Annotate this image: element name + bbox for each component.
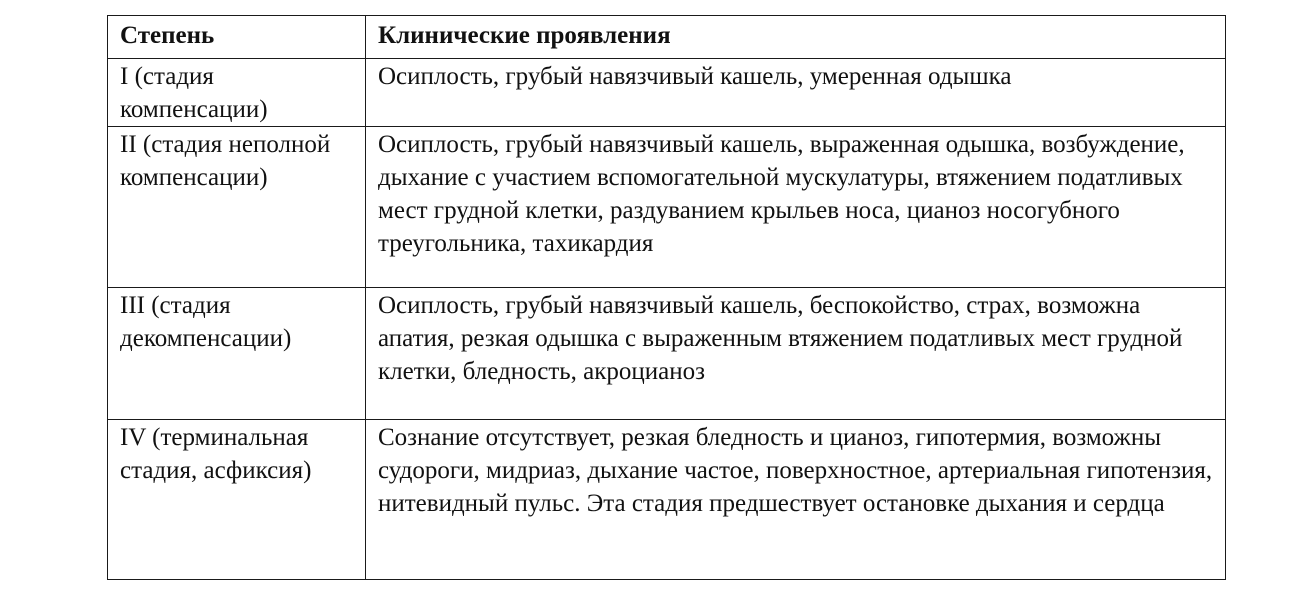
manifestations-cell: Осиплость, грубый навязчивый кашель, выраженная одышка, возбуждение, дыхание с участием вспомогательной мускулатуры, втяжением податливых мест грудной клетки, раздуванием крыльев носа, цианоз носогубного треугольника, тахикардия bbox=[366, 127, 1226, 288]
table-row bbox=[108, 59, 1226, 127]
degree-cell: IV (терминальная стадия, асфиксия) bbox=[108, 420, 366, 580]
degree-cell: II (стадия неполной компенсации) bbox=[108, 127, 366, 288]
header-degree: Степень bbox=[108, 16, 366, 59]
table-row bbox=[108, 420, 1226, 580]
degree-cell: III (стадия декомпенсации) bbox=[108, 288, 366, 420]
manifestations-cell: Осиплость, грубый навязчивый кашель, умеренная одышка bbox=[366, 59, 1226, 127]
manifestations-cell: Осиплость, грубый навязчивый кашель, беспокойство, страх, возможна апатия, резкая одышка с выраженным втяжением податливых мест грудной клетки, бледность, акроцианоз bbox=[366, 288, 1226, 420]
manifestations-cell: Сознание отсутствует, резкая бледность и цианоз, гипотермия, возможны судороги, мидриаз, дыхание частое, поверхностное, артериальная гипотензия, нитевидный пульс. Эта стадия предшествует остановке дыхания и сердца bbox=[366, 420, 1226, 580]
stages-table bbox=[107, 15, 1226, 580]
table-header-row bbox=[108, 16, 1226, 59]
table-row bbox=[108, 127, 1226, 288]
header-manifestations: Клинические проявления bbox=[366, 16, 1226, 59]
table-row bbox=[108, 288, 1226, 420]
degree-cell: I (стадия компенсации) bbox=[108, 59, 366, 127]
